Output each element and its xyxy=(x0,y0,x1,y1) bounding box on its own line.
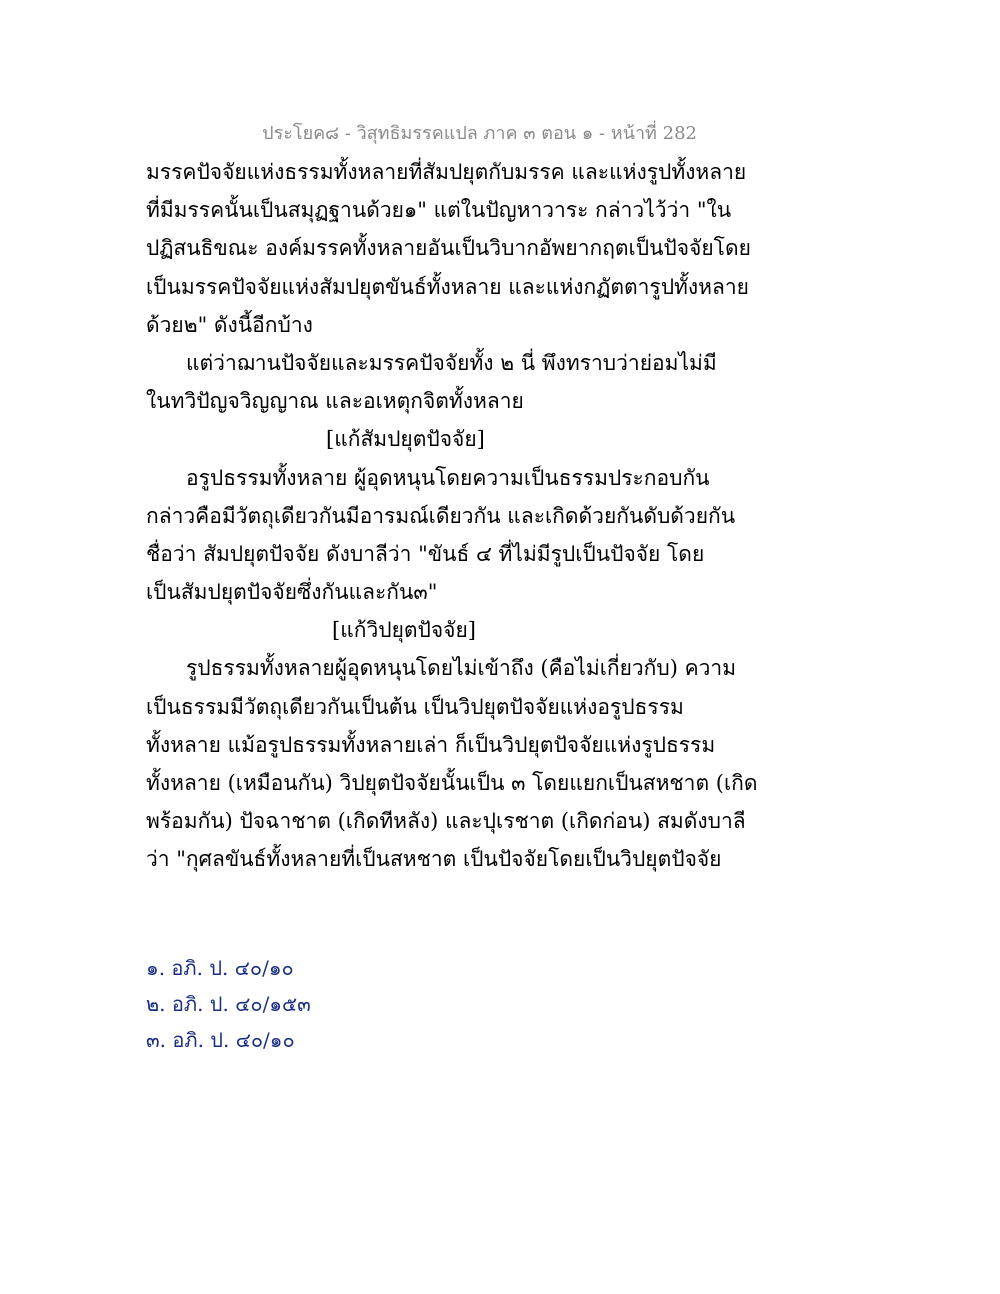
body-line: เป็นสัมปยุตปัจจัยซึ่งกันและกัน๓" xyxy=(146,580,438,605)
body-line: ที่มีมรรคนั้นเป็นสมุฏฐานด้วย๑" แต่ในปัญหาวาระ กล่าวไว้ว่า "ใน xyxy=(146,198,732,223)
body-line: เป็นมรรคปัจจัยแห่งสัมปยุตขันธ์ทั้งหลาย และแห่งกฏัตตารูปทั้งหลาย xyxy=(146,274,749,299)
body-line: ทั้งหลาย แม้อรูปธรรมทั้งหลายเล่า ก็เป็นวิปยุตปัจจัยแห่งรูปธรรม xyxy=(146,732,716,757)
body-line: แต่ว่าฌานปัจจัยและมรรคปัจจัยทั้ง ๒ นี่ พึงทราบว่าย่อมไม่มี xyxy=(186,350,717,375)
body-line: ในทวิปัญจวิญญาณ และอเหตุกจิตทั้งหลาย xyxy=(146,389,524,414)
body-line: รูปธรรมทั้งหลายผู้อุดหนุนโดยไม่เข้าถึง (คือไม่เกี่ยวกับ) ความ xyxy=(186,656,737,681)
footnote-item: ๒. อภิ. ป. ๔๐/๑๕๓ xyxy=(146,992,311,1016)
body-line: ชื่อว่า สัมปยุตปัจจัย ดังบาลีว่า "ขันธ์ ๔ ที่ไม่มีรูปเป็นปัจจัย โดย xyxy=(146,541,705,566)
body-line: พร้อมกัน) ปัจฉาชาต (เกิดทีหลัง) และปุเรชาต (เกิดก่อน) สมดังบาลี xyxy=(146,809,746,834)
body-line: กล่าวคือมีวัตถุเดียวกันมีอารมณ์เดียวกัน และเกิดด้วยกันดับด้วยกัน xyxy=(146,503,736,528)
body-line: อรูปธรรมทั้งหลาย ผู้อุดหนุนโดยความเป็นธรรมประกอบกัน xyxy=(186,465,710,490)
body-line: ทั้งหลาย (เหมือนกัน) วิปยุตปัจจัยนั้นเป็น ๓ โดยแยกเป็นสหชาต (เกิด xyxy=(146,771,758,795)
body-line: ปฏิสนธิขณะ องค์มรรคทั้งหลายอันเป็นวิบากอัพยากฤตเป็นปัจจัยโดย xyxy=(146,236,751,261)
body-line: ด้วย๒" ดังนี้อีกบ้าง xyxy=(146,312,313,337)
section-heading: [แก้สัมปยุตปัจจัย] xyxy=(326,427,485,452)
section-heading: [แก้วิปยุตปัจจัย] xyxy=(332,618,476,643)
page-body xyxy=(146,153,758,879)
footnote-item: ๓. อภิ. ป. ๔๐/๑๐ xyxy=(146,1028,295,1052)
page-header: ประโยค๘ - วิสุทธิมรรคแปล ภาค ๓ ตอน ๑ - หน้าที่ 282 xyxy=(262,123,697,144)
body-line: เป็นธรรมมีวัตถุเดียวกันเป็นต้น เป็นวิปยุตปัจจัยแห่งอรูปธรรม xyxy=(146,694,684,719)
body-line: ว่า "กุศลขันธ์ทั้งหลายที่เป็นสหชาต เป็นปัจจัยโดยเป็นวิปยุตปัจจัย xyxy=(146,847,722,872)
body-line: มรรคปัจจัยแห่งธรรมทั้งหลายที่สัมปยุตกับมรรค และแห่งรูปทั้งหลาย xyxy=(146,160,747,184)
footnotes xyxy=(146,950,311,1058)
footnote-item: ๑. อภิ. ป. ๔๐/๑๐ xyxy=(146,956,294,980)
